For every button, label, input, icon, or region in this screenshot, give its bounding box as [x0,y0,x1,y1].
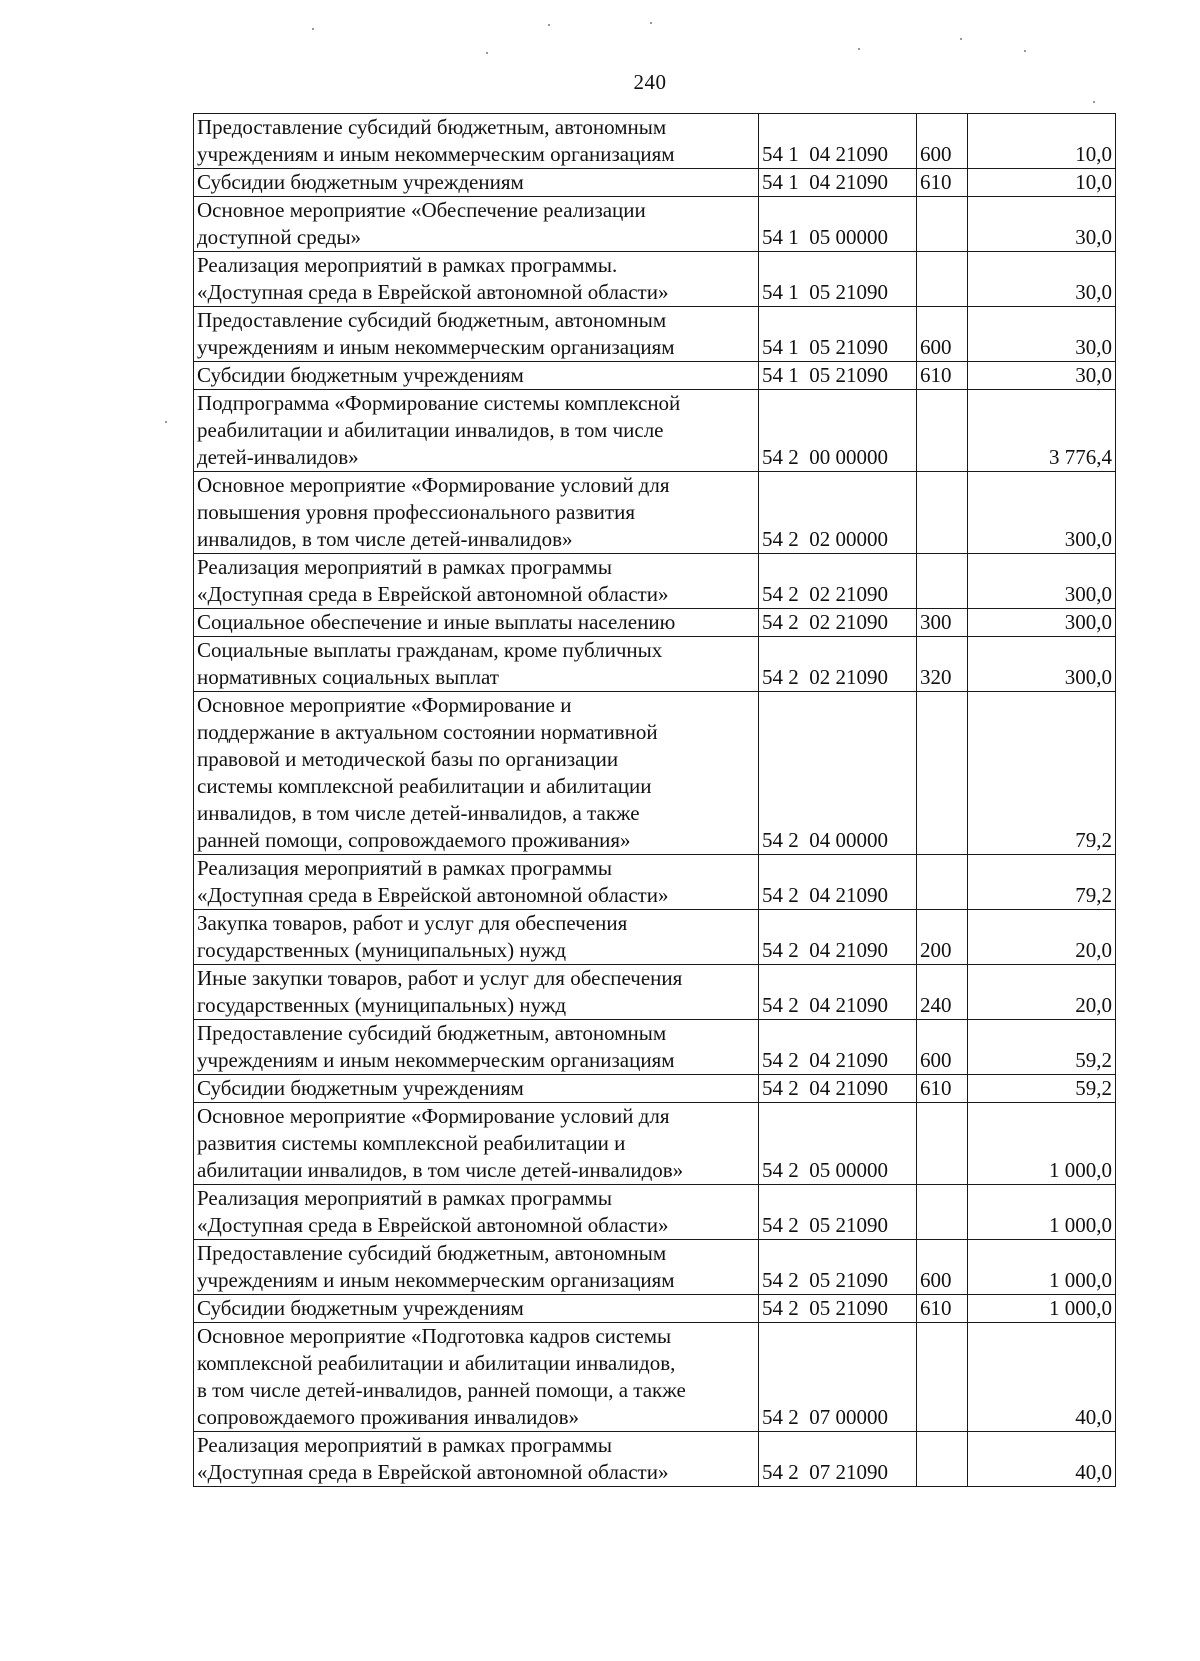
row-code-cell: 54 1 05 21090 [759,362,917,390]
budget-table-container [193,113,1115,1487]
scan-speck [650,22,652,24]
row-sum-cell: 30,0 [968,197,1116,252]
row-name-cell: Предоставление субсидий бюджетным, автономным учреждениям и иным некоммерческим организациям [194,1020,759,1075]
table-row [194,307,1116,362]
row-name-cell: Предоставление субсидий бюджетным, автономным учреждениям и иным некоммерческим организациям [194,1240,759,1295]
row-code-cell: 54 1 04 21090 [759,169,917,197]
table-row [194,1240,1116,1295]
table-row [194,554,1116,609]
row-sum-cell: 300,0 [968,609,1116,637]
row-name-cell: Закупка товаров, работ и услуг для обеспечения государственных (муниципальных) нужд [194,910,759,965]
row-name-cell: Основное мероприятие «Формирование условий для повышения уровня профессионального развития инвалидов, в том числе детей-инвалидов» [194,472,759,554]
row-name-cell: Иные закупки товаров, работ и услуг для обеспечения государственных (муниципальных) нужд [194,965,759,1020]
row-type-cell: 610 [917,362,968,390]
table-row [194,1185,1116,1240]
table-row [194,1295,1116,1323]
scan-speck [960,38,962,40]
row-code-cell: 54 2 05 00000 [759,1103,917,1185]
row-type-cell [917,554,968,609]
table-row [194,197,1116,252]
row-code-cell: 54 1 04 21090 [759,114,917,169]
row-type-cell: 600 [917,114,968,169]
row-sum-cell: 30,0 [968,362,1116,390]
row-sum-cell: 300,0 [968,472,1116,554]
row-code-cell: 54 2 05 21090 [759,1295,917,1323]
row-sum-cell: 10,0 [968,114,1116,169]
row-code-cell: 54 2 02 00000 [759,472,917,554]
page-number: 240 [633,70,667,94]
row-name-cell: Субсидии бюджетным учреждениям [194,1075,759,1103]
row-sum-cell: 3 776,4 [968,390,1116,472]
row-name-cell: Реализация мероприятий в рамках программы «Доступная среда в Еврейской автономной области» [194,855,759,910]
row-sum-cell: 300,0 [968,554,1116,609]
table-row [194,390,1116,472]
row-type-cell [917,692,968,855]
row-code-cell: 54 2 02 21090 [759,554,917,609]
table-row [194,855,1116,910]
row-type-cell [917,472,968,554]
scan-speck [548,24,550,26]
row-code-cell: 54 2 05 21090 [759,1240,917,1295]
table-row [194,169,1116,197]
row-type-cell: 240 [917,965,968,1020]
row-type-cell [917,1323,968,1432]
table-row [194,637,1116,692]
row-sum-cell: 1 000,0 [968,1185,1116,1240]
row-code-cell: 54 2 02 21090 [759,609,917,637]
row-name-cell: Реализация мероприятий в рамках программы «Доступная среда в Еврейской автономной области» [194,554,759,609]
row-sum-cell: 30,0 [968,307,1116,362]
row-type-cell [917,1185,968,1240]
row-name-cell: Основное мероприятие «Формирование условий для развития системы комплексной реабилитации и абилитации инвалидов, в том числе детей-инвалидов» [194,1103,759,1185]
table-row [194,1103,1116,1185]
row-type-cell: 300 [917,609,968,637]
row-sum-cell: 20,0 [968,965,1116,1020]
row-name-cell: Подпрограмма «Формирование системы комплексной реабилитации и абилитации инвалидов, в том числе детей-инвалидов» [194,390,759,472]
table-row [194,609,1116,637]
row-name-cell: Основное мероприятие «Обеспечение реализации доступной среды» [194,197,759,252]
row-sum-cell: 10,0 [968,169,1116,197]
row-type-cell [917,1432,968,1487]
row-code-cell: 54 2 07 21090 [759,1432,917,1487]
row-type-cell: 200 [917,910,968,965]
row-code-cell: 54 2 04 21090 [759,910,917,965]
scan-speck [312,28,314,30]
scan-speck [1093,101,1095,103]
budget-table [193,113,1116,1487]
row-name-cell: Предоставление субсидий бюджетным, автономным учреждениям и иным некоммерческим организациям [194,307,759,362]
row-name-cell: Реализация мероприятий в рамках программы «Доступная среда в Еврейской автономной области» [194,1185,759,1240]
row-code-cell: 54 2 04 21090 [759,1020,917,1075]
row-name-cell: Основное мероприятие «Подготовка кадров системы комплексной реабилитации и абилитации инвалидов, в том числе детей-инвалидов, ранней помощи, а также сопровождаемого проживания инвалидов» [194,1323,759,1432]
row-sum-cell: 300,0 [968,637,1116,692]
table-row [194,965,1116,1020]
row-type-cell: 610 [917,1295,968,1323]
row-type-cell [917,855,968,910]
row-name-cell: Субсидии бюджетным учреждениям [194,169,759,197]
row-code-cell: 54 1 05 21090 [759,307,917,362]
row-name-cell: Социальные выплаты гражданам, кроме публичных нормативных социальных выплат [194,637,759,692]
row-type-cell: 600 [917,1240,968,1295]
row-type-cell [917,390,968,472]
table-row [194,1432,1116,1487]
row-name-cell: Предоставление субсидий бюджетным, автономным учреждениям и иным некоммерческим организациям [194,114,759,169]
row-code-cell: 54 2 04 21090 [759,965,917,1020]
row-type-cell [917,197,968,252]
row-name-cell: Субсидии бюджетным учреждениям [194,362,759,390]
row-type-cell: 610 [917,1075,968,1103]
row-sum-cell: 40,0 [968,1432,1116,1487]
row-sum-cell: 1 000,0 [968,1103,1116,1185]
row-type-cell: 320 [917,637,968,692]
table-row [194,692,1116,855]
row-sum-cell: 59,2 [968,1075,1116,1103]
scan-speck [165,421,167,423]
row-sum-cell: 1 000,0 [968,1295,1116,1323]
row-name-cell: Субсидии бюджетным учреждениям [194,1295,759,1323]
row-code-cell: 54 2 05 21090 [759,1185,917,1240]
row-type-cell: 610 [917,169,968,197]
row-code-cell: 54 2 07 00000 [759,1323,917,1432]
row-type-cell: 600 [917,1020,968,1075]
budget-table-body [194,114,1116,1487]
row-code-cell: 54 1 05 00000 [759,197,917,252]
table-row [194,910,1116,965]
scan-speck [1024,50,1026,52]
row-code-cell: 54 2 04 00000 [759,692,917,855]
row-type-cell [917,1103,968,1185]
table-row [194,1075,1116,1103]
row-code-cell: 54 2 04 21090 [759,855,917,910]
row-code-cell: 54 2 00 00000 [759,390,917,472]
row-sum-cell: 79,2 [968,855,1116,910]
row-name-cell: Реализация мероприятий в рамках программы «Доступная среда в Еврейской автономной области» [194,1432,759,1487]
table-row [194,472,1116,554]
scan-speck [858,48,860,50]
row-code-cell: 54 2 04 21090 [759,1075,917,1103]
row-name-cell: Социальное обеспечение и иные выплаты населению [194,609,759,637]
table-row [194,1020,1116,1075]
row-sum-cell: 40,0 [968,1323,1116,1432]
row-code-cell: 54 1 05 21090 [759,252,917,307]
row-sum-cell: 59,2 [968,1020,1116,1075]
table-row [194,362,1116,390]
row-type-cell [917,252,968,307]
row-code-cell: 54 2 02 21090 [759,637,917,692]
scan-speck [486,52,488,54]
table-row [194,114,1116,169]
row-name-cell: Основное мероприятие «Формирование и поддержание в актуальном состоянии нормативной правовой и методической базы по организации системы комплексной реабилитации и абилитации инвалидов, в том числе детей-инвалидов, а также ранней помощи, сопровождаемого проживания» [194,692,759,855]
row-type-cell: 600 [917,307,968,362]
row-name-cell: Реализация мероприятий в рамках программы. «Доступная среда в Еврейской автономной области» [194,252,759,307]
row-sum-cell: 20,0 [968,910,1116,965]
row-sum-cell: 30,0 [968,252,1116,307]
table-row [194,252,1116,307]
row-sum-cell: 1 000,0 [968,1240,1116,1295]
row-sum-cell: 79,2 [968,692,1116,855]
table-row [194,1323,1116,1432]
